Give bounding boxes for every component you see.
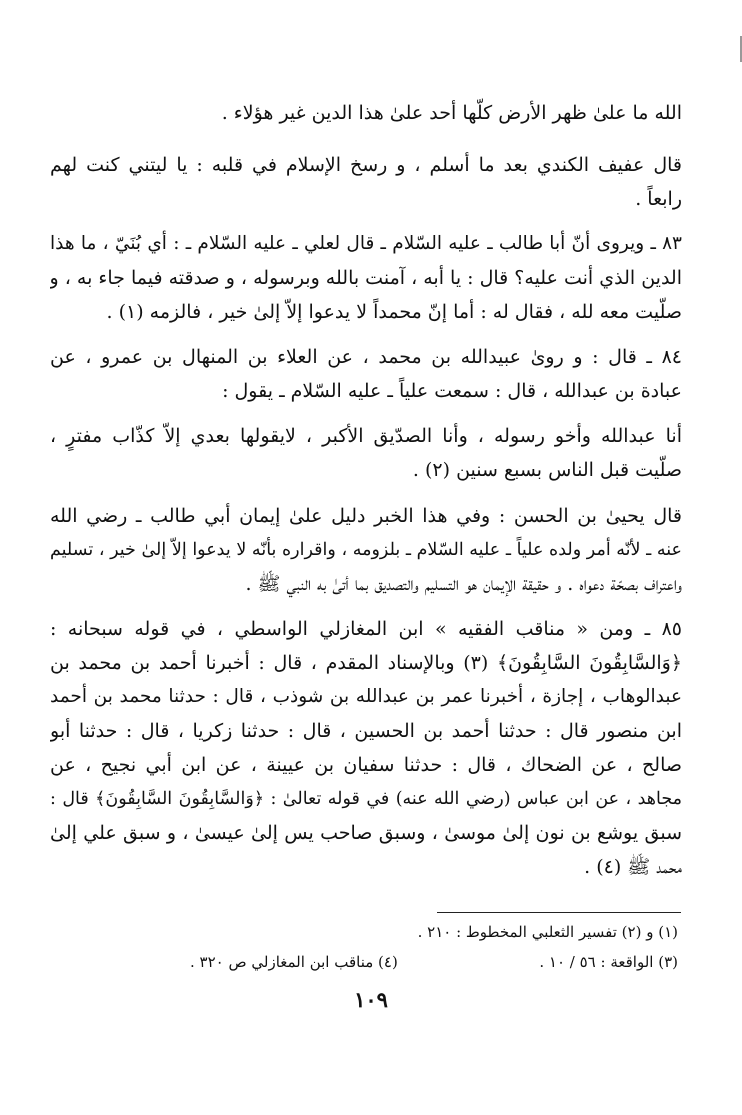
paragraph-83 xyxy=(50,227,682,329)
paragraph-afif xyxy=(50,148,682,216)
text-line: الدين الذي أنت عليه؟ قال : يا أبه ، آمنت بالله وبرسوله ، و صدقته فيما جاء به ، و xyxy=(50,267,682,289)
text-line: ٨٣ ـ ويروى أنّ أبا طالب ـ عليه السّلام ـ قال لعلي ـ عليه السّلام ـ : أي بُنَيّ ، ما هذا xyxy=(50,233,682,254)
text-line: صالح ، عن الضحاك ، قال : حدثنا سفيان بن عيينة ، عن ابن أبي نجيح ، عن xyxy=(50,754,682,776)
paragraph-intro xyxy=(50,96,682,130)
text-line: الله ما علىٰ ظهر الأرض كلّها أحد علىٰ هذا الدين غير هؤلاء . xyxy=(221,102,682,124)
text-line: أنا عبدالله وأخو رسوله ، وأنا الصدّيق الأكبر ، لايقولها بعدي إلاّ كذّاب مفترٍ ، xyxy=(50,425,682,447)
text-line: عبدالوهاب ، إجازة ، أخبرنا عمر بن عبدالله بن شوذب ، قال : حدثنا محمد بن أحمد xyxy=(50,686,682,707)
text-line: ابن منصور قال : حدثنا أحمد بن الحسين ، قال : حدثنا زكريا ، قال : حدثنا أبو xyxy=(50,720,682,742)
text-line: صلّيت قبل الناس بسبع سنين (٢) . xyxy=(412,459,682,481)
paragraph-yahya xyxy=(50,499,682,601)
text-line: عنه ـ لأنّه أمر ولده علياً ـ عليه السّلام ـ بلزومه ، واقراره بأنّه لا يدعوا إلاّ إلىٰ خير ، تسليم xyxy=(50,540,682,560)
footnote-1-2: (١) و (٢) تفسير الثعلبي المخطوط : ٢١٠ . xyxy=(417,923,678,941)
footnote-4: (٤) مناقب ابن المغازلي ص ٣٢٠ . xyxy=(190,953,398,971)
footnote-separator xyxy=(437,912,681,913)
text-line: ﴿وَالسَّابِقُونَ السَّابِقُونَ﴾ (٣) وبالإسناد المقدم ، قال : أخبرنا أحمد بن محمد بن xyxy=(50,652,682,674)
paragraph-85 xyxy=(50,612,682,884)
text-line: سبق يوشع بن نون إلىٰ موسىٰ ، وسبق صاحب يس إلىٰ عيسىٰ ، و سبق علي إلىٰ xyxy=(50,822,682,844)
text-line: محمد ﷺ (٤) . xyxy=(584,856,682,878)
paragraph-84 xyxy=(50,340,682,408)
text-line: واعتراف بصحّة دعواه . و حقيقة الإيمان هو التسليم والتصديق بما أتىٰ به النبي ﷺ . xyxy=(245,573,682,595)
text-line: قال عفيف الكندي بعد ما أسلم ، و رسخ الإسلام في قلبه : يا ليتني كنت لهم xyxy=(50,154,682,176)
text-line: عبادة بن عبدالله ، قال : سمعت علياً ـ عليه السّلام ـ يقول : xyxy=(222,380,682,402)
page-number: ١٠٩ xyxy=(354,987,388,1012)
text-line: قال يحيىٰ بن الحسن : وفي هذا الخبر دليل علىٰ إيمان أبي طالب ـ رضي الله xyxy=(50,505,682,527)
text-line: ٨٥ ـ ومن « مناقب الفقيه » ابن المغازلي الواسطي ، في قوله سبحانه : xyxy=(50,618,682,640)
text-line: ٨٤ ـ قال : و روىٰ عبيدالله بن محمد ، عن العلاء بن المنهال بن عمرو ، عن xyxy=(50,346,682,368)
footnote-3: (٣) الواقعة : ٥٦ / ١٠ . xyxy=(539,953,678,971)
paragraph-quote xyxy=(50,419,682,487)
text-line: مجاهد ، عن ابن عباس (رضي الله عنه) في قوله تعالىٰ : ﴿وَالسَّابِقُونَ السَّابِقُونَ﴾ قال : xyxy=(50,789,682,809)
text-line: رابعاً . xyxy=(635,188,682,210)
text-line: صلّيت معه لله ، فقال له : أما إنّ محمداً لا يدعوا إلاّ إلىٰ خير ، فالزمه (١) . xyxy=(106,301,682,323)
